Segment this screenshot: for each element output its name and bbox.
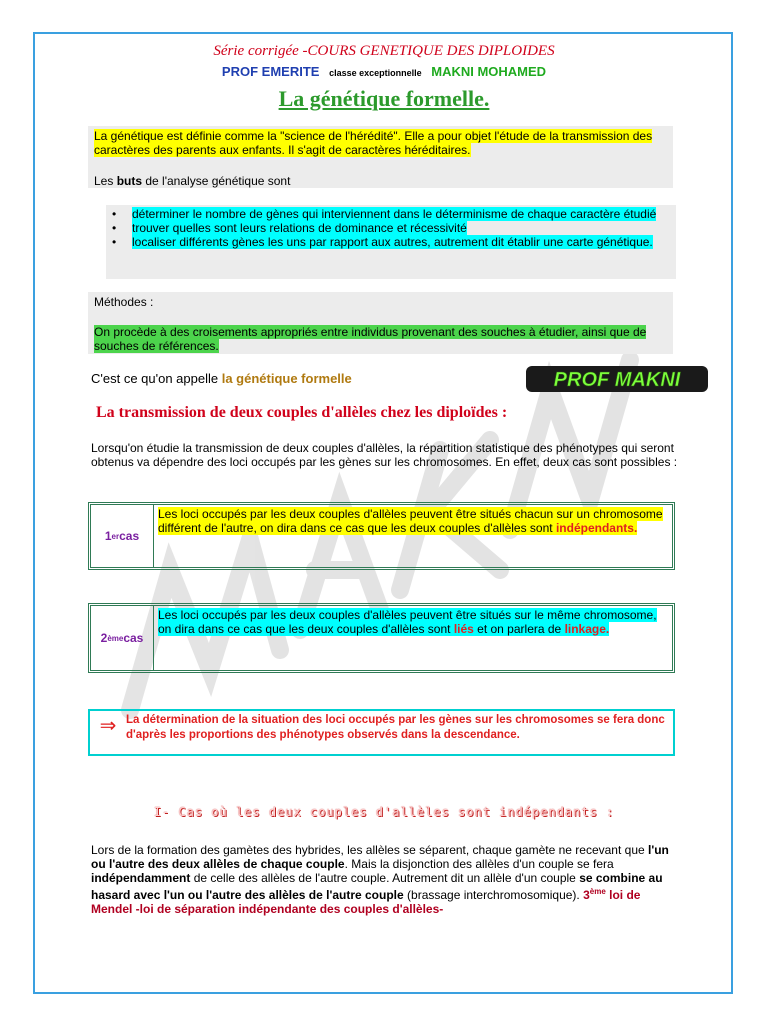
buts-line: Les buts de l'analyse génétique sont	[94, 174, 291, 188]
prof-makni-logo	[522, 363, 712, 395]
author-name: MAKNI MOHAMED	[431, 64, 547, 79]
methodes-label: Méthodes :	[94, 295, 154, 309]
definition-text: La génétique est définie comme la "science de l'hérédité". Elle a pour objet l'étude de la transmission des caractères des parents aux enfants. Il s'agit de caractères héréditaires.	[94, 129, 653, 157]
conclusion-box	[88, 709, 675, 756]
list-item: • trouver quelles sont leurs relations de dominance et récessivité	[112, 221, 670, 235]
methodes-block	[88, 292, 673, 354]
cas1-box	[88, 502, 675, 570]
section1-title: La transmission de deux couples d'allèles chez les diploïdes :	[96, 404, 508, 421]
classe-label: classe exceptionnelle	[329, 68, 422, 78]
list-item: • déterminer le nombre de gènes qui interviennent dans le déterminisme de chaque caractère étudié	[112, 207, 670, 221]
cas1-label: 1 er cas	[91, 505, 154, 567]
cas2-box	[88, 603, 675, 673]
series-heading: Série corrigée -COURS GENETIQUE DES DIPLOIDES	[213, 43, 555, 59]
prof-title: PROF EMERITE	[221, 64, 320, 79]
conclusion-text: La détermination de la situation des loci occupés par les gènes sur les chromosomes se fera donc d'après les proportions des phénotypes observés dans la descendance.	[126, 714, 665, 741]
cas2-label: 2 ème cas	[91, 606, 154, 670]
buts-list	[106, 205, 676, 249]
section2-title: I- Cas où les deux couples d'allèles sont indépendants :	[153, 805, 615, 819]
appelle-line: C'est ce qu'on appelle la génétique formelle	[91, 371, 352, 386]
page-title: La génétique formelle.	[278, 86, 490, 111]
author-line	[0, 64, 768, 79]
buts-list-block	[106, 205, 676, 279]
methodes-text: On procède à des croisements appropriés entre individus provenant des souches à étudier, ainsi que de souches de références.	[94, 325, 647, 353]
section1-intro: Lorsqu'on étudie la transmission de deux couples d'allèles, la répartition statistique des phénotypes qui seront obtenus va dépendre des loci occupés par les gènes sur les chromosomes. En effet, deux cas sont possibles :	[91, 441, 678, 469]
section2-paragraph: Lors de la formation des gamètes des hybrides, les allèles se séparent, chaque gamète ne recevant que l'un ou l'autre des deux allèles de chaque couple. Mais la disjonction des allèles d'un couple se fera indépendamment de celle des allèles de l'autre couple. Autrement dit un allèle d'un couple se combine au hasard avec l'un ou l'autre des allèles de l'autre couple (brassage interchromosomique). 3ème loi de Mendel -loi de séparation indépendante des couples d'allèles-	[91, 843, 669, 916]
arrow-icon: ⇒	[99, 715, 117, 737]
definition-block	[88, 126, 673, 188]
cas2-text: Les loci occupés par les deux couples d'allèles peuvent être situés sur le même chromosome, on dira dans ce cas que les deux couples d'allèles sont liés et on parlera de linkage.	[158, 608, 657, 636]
cas1-text: Les loci occupés par les deux couples d'allèles peuvent être situés chacun sur un chromosome différent de l'autre, on dira dans ce cas que les deux couples d'allèles sont indépendants.	[158, 507, 663, 535]
list-item: • localiser différents gènes les uns par rapport aux autres, autrement dit établir une carte génétique.	[112, 235, 670, 249]
svg-text:PROF MAKNI: PROF MAKNI	[553, 369, 681, 391]
